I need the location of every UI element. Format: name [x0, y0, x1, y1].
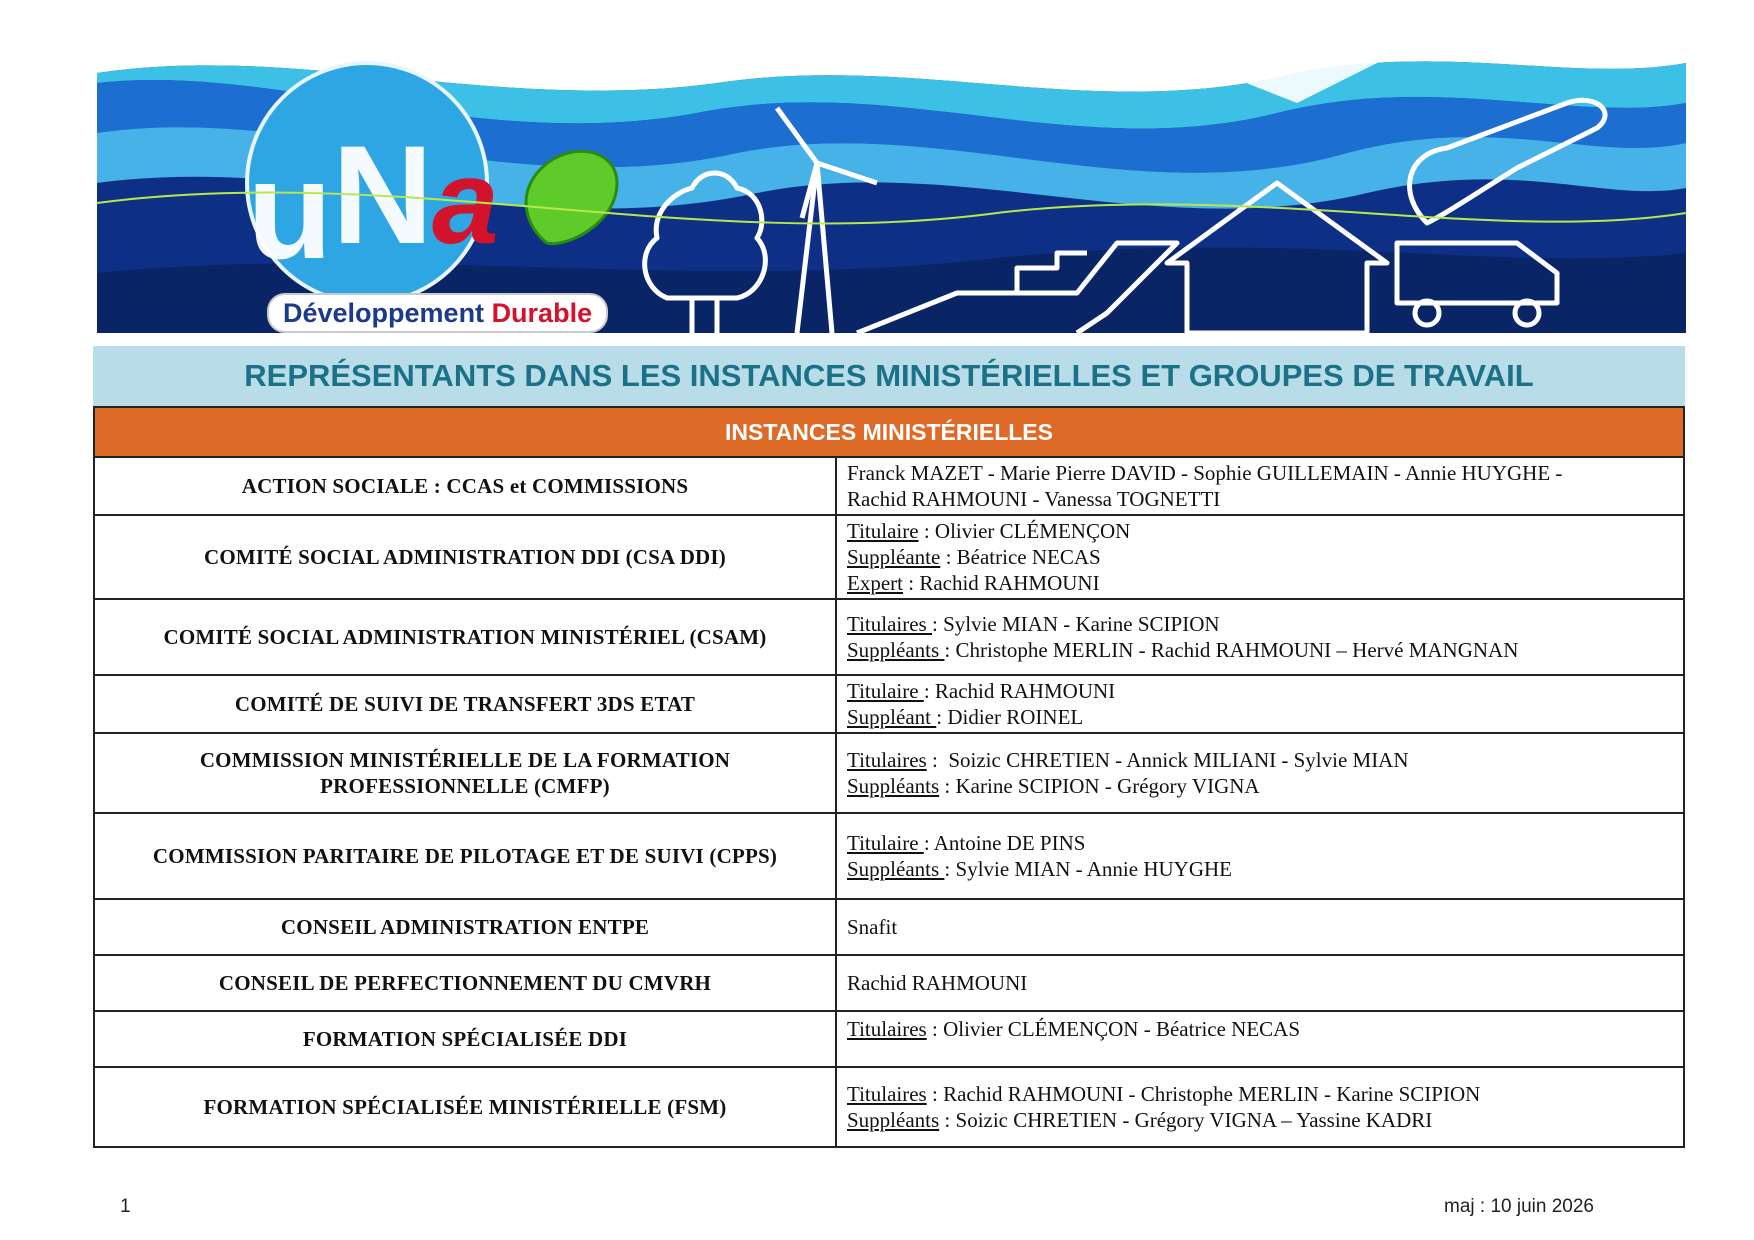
members-cell [836, 457, 1684, 515]
role-label: Titulaires [847, 1082, 927, 1106]
instance-name: FORMATION SPÉCIALISÉE MINISTÉRIELLE (FSM) [94, 1067, 836, 1147]
role-label: Suppléants [847, 638, 945, 662]
representatives-table [93, 406, 1685, 1148]
member-line [847, 747, 1673, 773]
instance-name-line: PROFESSIONNELLE (CMFP) [320, 774, 610, 798]
role-separator: : [939, 1108, 956, 1132]
role-label: Titulaire [847, 679, 924, 703]
page-number: 1 [120, 1196, 131, 1217]
header-banner [97, 43, 1686, 333]
instance-name: COMITÉ SOCIAL ADMINISTRATION DDI (CSA DDI) [94, 515, 836, 599]
member-names: Didier ROINEL [947, 705, 1084, 729]
instance-name: ACTION SOCIALE : CCAS et COMMISSIONS [94, 457, 836, 515]
member-line [847, 544, 1673, 570]
member-names: Olivier CLÉMENÇON - Béatrice NECAS [943, 1017, 1301, 1041]
instance-name: CONSEIL DE PERFECTIONNEMENT DU CMVRH [94, 955, 836, 1011]
member-line [847, 570, 1673, 596]
members-cell [836, 1011, 1684, 1067]
role-label: Suppléants [847, 1108, 940, 1132]
member-line [847, 637, 1673, 663]
table-row [94, 733, 1684, 813]
member-names: Christophe MERLIN - Rachid RAHMOUNI – Hervé MANGNAN [955, 638, 1519, 662]
instance-name: CONSEIL ADMINISTRATION ENTPE [94, 899, 836, 955]
instance-name: COMITÉ DE SUIVI DE TRANSFERT 3DS ETAT [94, 675, 836, 733]
svg-text:N: N [332, 116, 434, 273]
member-line [847, 1081, 1673, 1107]
members-cell [836, 515, 1684, 599]
role-label: Titulaires [847, 612, 932, 636]
logo-label-part2: Durable [491, 298, 593, 328]
instance-name-line: COMMISSION MINISTÉRIELLE DE LA FORMATION [199, 748, 731, 772]
role-label: Suppléant [847, 705, 937, 729]
role-separator: : [926, 1082, 944, 1106]
member-line [847, 773, 1673, 799]
role-separator: : [931, 612, 944, 636]
logo-label-part1: Développement [283, 298, 492, 328]
member-names: Sylvie MIAN - Annie HUYGHE [955, 857, 1232, 881]
member-line: Rachid RAHMOUNI - Vanessa TOGNETTI [847, 487, 1221, 511]
logo-label [267, 293, 608, 333]
role-separator: : [926, 1017, 944, 1041]
section-header: INSTANCES MINISTÉRIELLES [94, 407, 1684, 457]
members-cell [836, 675, 1684, 733]
member-line [847, 704, 1673, 730]
role-separator: : [940, 545, 957, 569]
role-separator: : [926, 748, 949, 772]
members-cell: Rachid RAHMOUNI [836, 955, 1684, 1011]
table-row [94, 1011, 1684, 1067]
svg-text:a: a [432, 135, 499, 269]
member-names: Rachid RAHMOUNI [919, 571, 1100, 595]
role-label: Titulaires [847, 748, 927, 772]
role-separator: : [923, 679, 935, 703]
update-date: maj : 10 juin 2026 [1444, 1196, 1594, 1217]
role-label: Suppléants [847, 774, 940, 798]
member-line: Franck MAZET - Marie Pierre DAVID - Sophie GUILLEMAIN - Annie HUYGHE - [847, 461, 1563, 485]
table-row [94, 899, 1684, 955]
table-row [94, 457, 1684, 515]
role-label: Titulaire [847, 831, 924, 855]
instance-name: COMITÉ SOCIAL ADMINISTRATION MINISTÉRIEL (CSAM) [94, 599, 836, 675]
table-row [94, 515, 1684, 599]
role-label: Suppléants [847, 857, 945, 881]
role-label: Suppléante [847, 545, 941, 569]
member-names: Soizic CHRETIEN - Annick MILIANI - Sylvie MIAN [948, 748, 1409, 772]
instance-name: COMMISSION PARITAIRE DE PILOTAGE ET DE SUIVI (CPPS) [94, 813, 836, 899]
member-line [847, 518, 1673, 544]
role-separator: : [923, 831, 934, 855]
role-separator: : [902, 571, 920, 595]
table-row [94, 599, 1684, 675]
member-names: Rachid RAHMOUNI - Christophe MERLIN - Karine SCIPION [943, 1082, 1481, 1106]
members-cell [836, 1067, 1684, 1147]
member-names: Béatrice NECAS [956, 545, 1101, 569]
svg-text:u: u [247, 131, 333, 288]
table-row [94, 955, 1684, 1011]
instance-name: FORMATION SPÉCIALISÉE DDI [94, 1011, 836, 1067]
member-line [847, 611, 1673, 637]
member-line [847, 1107, 1673, 1133]
banner-illustration [97, 43, 1686, 333]
role-separator: : [936, 705, 948, 729]
role-separator: : [944, 638, 956, 662]
member-line [847, 856, 1673, 882]
member-names: Antoine DE PINS [933, 831, 1086, 855]
role-label: Expert [847, 571, 903, 595]
member-line [847, 830, 1673, 856]
page-title: REPRÉSENTANTS DANS LES INSTANCES MINISTÉRIELLES ET GROUPES DE TRAVAIL [93, 346, 1685, 406]
member-names: Sylvie MIAN - Karine SCIPION [943, 612, 1220, 636]
instance-name [94, 733, 836, 813]
members-cell: Snafit [836, 899, 1684, 955]
members-cell [836, 813, 1684, 899]
role-separator: : [944, 857, 956, 881]
role-separator: : [918, 519, 935, 543]
members-cell [836, 733, 1684, 813]
member-names: Soizic CHRETIEN - Grégory VIGNA – Yassine KADRI [955, 1108, 1433, 1132]
members-cell [836, 599, 1684, 675]
table-row [94, 675, 1684, 733]
table-row [94, 1067, 1684, 1147]
member-names: Olivier CLÉMENÇON [934, 519, 1131, 543]
role-separator: : [939, 774, 956, 798]
table-row [94, 813, 1684, 899]
member-line [847, 1016, 1673, 1042]
role-label: Titulaire [847, 519, 919, 543]
member-line [847, 678, 1673, 704]
member-names: Rachid RAHMOUNI [934, 679, 1116, 703]
member-names: Karine SCIPION - Grégory VIGNA [955, 774, 1260, 798]
role-label: Titulaires [847, 1017, 927, 1041]
